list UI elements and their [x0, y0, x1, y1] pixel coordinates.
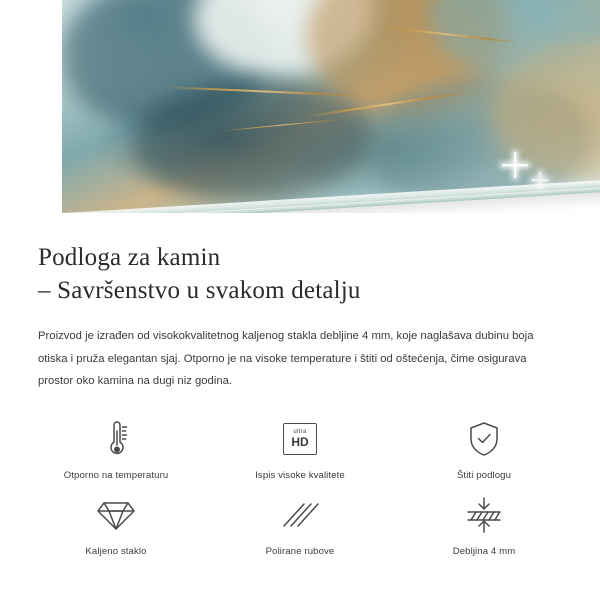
feature-item-polished-edges: [208, 493, 392, 557]
hero-image: [0, 0, 600, 215]
diamond-icon: [96, 493, 136, 537]
feature-grid: [0, 417, 600, 557]
content-block: [0, 241, 600, 393]
feature-label: Kaljeno staklo: [85, 545, 147, 557]
ultra-hd-icon: [283, 417, 317, 461]
hero-bottom-margin: [0, 213, 600, 215]
body-paragraph: Proizvod je izrađen od visokokvalitetnog kaljenog stakla debljine 4 mm, koje naglašava dubinu boja otiska i pruža elegantan sjaj. Otporno je na visoke temperature i štiti od oštećenja, čime osigurava prostor oko kamina na dugi niz godina.: [38, 330, 534, 388]
feature-item-thickness: [392, 493, 576, 557]
thickness-icon: [464, 493, 504, 537]
shield-check-icon: [466, 417, 502, 461]
polished-edges-icon: [280, 493, 320, 537]
page-title: [38, 241, 562, 307]
headline-line-2: – Savršenstvo u svakom detalju: [38, 277, 361, 304]
feature-label: Polirane rubove: [265, 545, 335, 557]
feature-item-temperature: [24, 417, 208, 481]
hd-text: HD: [291, 435, 309, 450]
ultra-text: ultra: [293, 429, 307, 436]
feature-item-protection: [392, 417, 576, 481]
feature-label: Debljina 4 mm: [452, 545, 516, 557]
feature-label: Ispis visoke kvalitete: [255, 469, 345, 481]
thermometer-icon: [103, 417, 129, 461]
headline-line-1: Podloga za kamin: [38, 244, 221, 271]
feature-label: Štiti podlogu: [456, 469, 512, 481]
glass-panel-image: [45, 0, 600, 215]
hero-left-margin: [0, 0, 62, 215]
feature-item-tempered-glass: [24, 493, 208, 557]
feature-item-print-quality: [208, 417, 392, 481]
feature-label: Otporno na temperaturu: [63, 469, 169, 481]
